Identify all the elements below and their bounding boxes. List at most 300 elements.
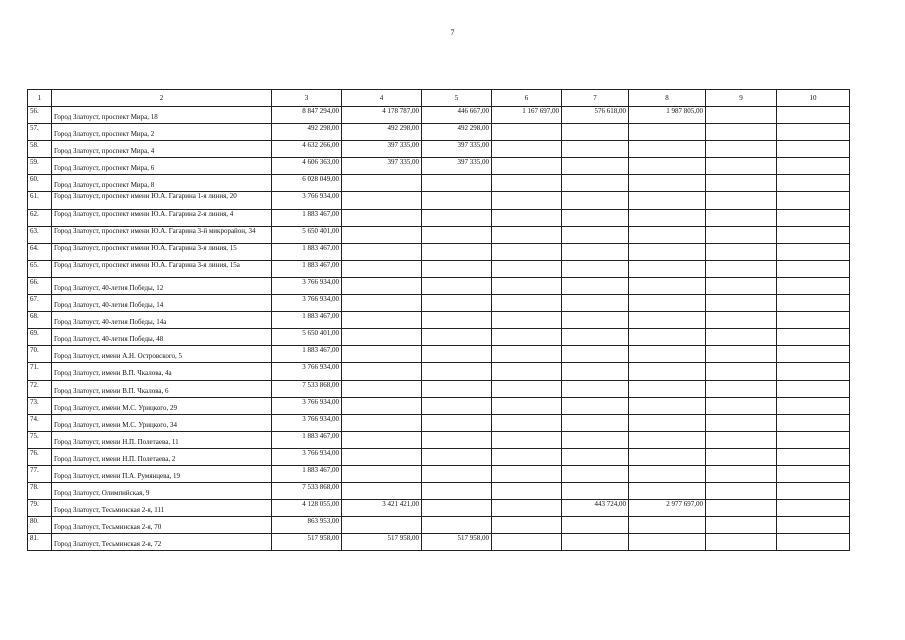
table-row [28, 431, 850, 448]
table-row [28, 500, 850, 517]
value-cell-c8 [629, 124, 706, 141]
table-row [28, 534, 850, 551]
value-cell-c8 [629, 346, 706, 363]
address-cell: Город Златоуст, проспект Мира, 6 [52, 158, 272, 175]
value-cell-c9 [706, 500, 777, 517]
value-cell-c10 [777, 158, 850, 175]
address-cell: Город Златоуст, проспект Мира, 2 [52, 124, 272, 141]
value-cell-c8 [629, 517, 706, 534]
row-number: 59. [28, 158, 52, 175]
row-number: 76. [28, 448, 52, 465]
row-number: 75. [28, 431, 52, 448]
value-cell-c9 [706, 346, 777, 363]
column-header-2: 2 [52, 90, 272, 107]
row-number: 73. [28, 397, 52, 414]
address-cell: Город Златоуст, проспект Мира, 18 [52, 107, 272, 124]
value-cell-c7 [562, 346, 629, 363]
value-cell-c8 [629, 483, 706, 500]
value-cell-c7 [562, 295, 629, 312]
value-cell-c3: 3 766 934,00 [272, 414, 342, 431]
value-cell-c10 [777, 363, 850, 380]
address-cell: Город Златоуст, проспект Мира, 8 [52, 175, 272, 192]
value-cell-c6: 1 167 697,00 [492, 107, 562, 124]
value-cell-c5 [422, 277, 492, 294]
value-cell-c8 [629, 465, 706, 482]
header-row [28, 90, 850, 107]
table-row [28, 329, 850, 346]
value-cell-c9 [706, 295, 777, 312]
address-cell: Город Златоуст, проспект Мира, 4 [52, 141, 272, 158]
address-cell: Город Златоуст, имени Н.П. Полетаева, 2 [52, 448, 272, 465]
value-cell-c9 [706, 277, 777, 294]
value-cell-c5: 446 667,00 [422, 107, 492, 124]
value-cell-c4 [342, 277, 422, 294]
value-cell-c7 [562, 380, 629, 397]
row-number: 74. [28, 414, 52, 431]
column-header-6: 6 [492, 90, 562, 107]
value-cell-c10 [777, 260, 850, 277]
value-cell-c4: 517 958,00 [342, 534, 422, 551]
value-cell-c5 [422, 380, 492, 397]
value-cell-c5: 397 335,00 [422, 141, 492, 158]
table-row [28, 414, 850, 431]
value-cell-c9 [706, 226, 777, 243]
address-cell: Город Златоуст, Тесьминская 2-я, 72 [52, 534, 272, 551]
row-number: 79. [28, 500, 52, 517]
value-cell-c9 [706, 260, 777, 277]
address-cell: Город Златоуст, Тесьминская 2-я, 111 [52, 500, 272, 517]
value-cell-c8 [629, 448, 706, 465]
value-cell-c3: 4 632 266,00 [272, 141, 342, 158]
table-row [28, 295, 850, 312]
value-cell-c6 [492, 175, 562, 192]
value-cell-c9 [706, 192, 777, 209]
value-cell-c3: 1 883 467,00 [272, 209, 342, 226]
value-cell-c8 [629, 380, 706, 397]
value-cell-c3: 492 298,00 [272, 124, 342, 141]
table-row [28, 312, 850, 329]
value-cell-c7 [562, 243, 629, 260]
row-number: 58. [28, 141, 52, 158]
value-cell-c10 [777, 346, 850, 363]
value-cell-c5 [422, 209, 492, 226]
table-row [28, 107, 850, 124]
value-cell-c7 [562, 192, 629, 209]
value-cell-c8 [629, 312, 706, 329]
value-cell-c9 [706, 448, 777, 465]
value-cell-c3: 1 883 467,00 [272, 465, 342, 482]
value-cell-c8 [629, 397, 706, 414]
column-header-5: 5 [422, 90, 492, 107]
value-cell-c4 [342, 295, 422, 312]
value-cell-c3: 6 028 049,00 [272, 175, 342, 192]
row-number: 61. [28, 192, 52, 209]
value-cell-c5 [422, 483, 492, 500]
value-cell-c4: 4 178 787,00 [342, 107, 422, 124]
value-cell-c6 [492, 448, 562, 465]
value-cell-c6 [492, 124, 562, 141]
column-header-3: 3 [272, 90, 342, 107]
address-cell: Город Златоуст, 40-летия Победы, 48 [52, 329, 272, 346]
value-cell-c7 [562, 363, 629, 380]
address-cell: Город Златоуст, проспект имени Ю.А. Гагарина 3-я линия, 15 [52, 243, 272, 260]
row-number: 65. [28, 260, 52, 277]
value-cell-c3: 8 847 294,00 [272, 107, 342, 124]
value-cell-c9 [706, 431, 777, 448]
value-cell-c3: 4 606 363,00 [272, 158, 342, 175]
value-cell-c8: 2 977 697,00 [629, 500, 706, 517]
address-cell: Город Златоуст, 40-летия Победы, 14а [52, 312, 272, 329]
table-row [28, 175, 850, 192]
value-cell-c9 [706, 397, 777, 414]
value-cell-c3: 517 958,00 [272, 534, 342, 551]
address-cell: Город Златоуст, проспект имени Ю.А. Гагарина 1-я линия, 20 [52, 192, 272, 209]
value-cell-c10 [777, 397, 850, 414]
table-row [28, 448, 850, 465]
value-cell-c9 [706, 414, 777, 431]
table-body [28, 107, 850, 551]
address-cell: Город Златоуст, имени В.П. Чкалова, 6 [52, 380, 272, 397]
value-cell-c4 [342, 346, 422, 363]
value-cell-c6 [492, 312, 562, 329]
address-cell: Город Златоуст, Тесьминская 2-я, 70 [52, 517, 272, 534]
value-cell-c4 [342, 329, 422, 346]
table-row [28, 209, 850, 226]
value-cell-c7 [562, 329, 629, 346]
value-cell-c7: 443 724,00 [562, 500, 629, 517]
value-cell-c7 [562, 124, 629, 141]
value-cell-c3: 1 883 467,00 [272, 346, 342, 363]
value-cell-c7 [562, 517, 629, 534]
value-cell-c7 [562, 260, 629, 277]
value-cell-c5 [422, 192, 492, 209]
value-cell-c6 [492, 209, 562, 226]
table-row [28, 226, 850, 243]
row-number: 63. [28, 226, 52, 243]
column-header-7: 7 [562, 90, 629, 107]
page-number: 7 [450, 28, 455, 37]
value-cell-c10 [777, 243, 850, 260]
row-number: 71. [28, 363, 52, 380]
table-row [28, 277, 850, 294]
value-cell-c5 [422, 465, 492, 482]
value-cell-c3: 1 883 467,00 [272, 260, 342, 277]
value-cell-c4 [342, 175, 422, 192]
value-cell-c5 [422, 346, 492, 363]
value-cell-c3: 4 128 055,00 [272, 500, 342, 517]
value-cell-c3: 5 650 401,00 [272, 329, 342, 346]
value-cell-c6 [492, 465, 562, 482]
column-header-10: 10 [777, 90, 850, 107]
value-cell-c4 [342, 517, 422, 534]
row-number: 77. [28, 465, 52, 482]
value-cell-c8 [629, 329, 706, 346]
value-cell-c7 [562, 431, 629, 448]
table-row [28, 346, 850, 363]
value-cell-c5 [422, 448, 492, 465]
row-number: 56. [28, 107, 52, 124]
value-cell-c10 [777, 141, 850, 158]
value-cell-c5 [422, 397, 492, 414]
value-cell-c7 [562, 226, 629, 243]
value-cell-c7 [562, 312, 629, 329]
value-cell-c8 [629, 363, 706, 380]
value-cell-c3: 3 766 934,00 [272, 448, 342, 465]
value-cell-c10 [777, 226, 850, 243]
table-row [28, 465, 850, 482]
value-cell-c6 [492, 226, 562, 243]
value-cell-c7 [562, 397, 629, 414]
address-cell: Город Златоуст, Олимпийская, 9 [52, 483, 272, 500]
value-cell-c8 [629, 175, 706, 192]
value-cell-c6 [492, 534, 562, 551]
value-cell-c6 [492, 500, 562, 517]
value-cell-c9 [706, 209, 777, 226]
table-row [28, 192, 850, 209]
value-cell-c6 [492, 277, 562, 294]
column-header-8: 8 [629, 90, 706, 107]
value-cell-c4 [342, 414, 422, 431]
value-cell-c4: 492 298,00 [342, 124, 422, 141]
address-cell: Город Златоуст, 40-летия Победы, 12 [52, 277, 272, 294]
value-cell-c9 [706, 107, 777, 124]
value-cell-c7 [562, 483, 629, 500]
data-table [27, 89, 850, 551]
value-cell-c10 [777, 431, 850, 448]
value-cell-c5: 492 298,00 [422, 124, 492, 141]
value-cell-c4 [342, 243, 422, 260]
address-cell: Город Златоуст, имени Н.П. Полетаева, 11 [52, 431, 272, 448]
value-cell-c5 [422, 329, 492, 346]
value-cell-c10 [777, 192, 850, 209]
table-row [28, 243, 850, 260]
value-cell-c8 [629, 141, 706, 158]
column-header-1: 1 [28, 90, 52, 107]
value-cell-c7 [562, 534, 629, 551]
value-cell-c10 [777, 448, 850, 465]
value-cell-c5 [422, 363, 492, 380]
value-cell-c9 [706, 312, 777, 329]
value-cell-c9 [706, 483, 777, 500]
value-cell-c9 [706, 465, 777, 482]
value-cell-c7 [562, 175, 629, 192]
value-cell-c5 [422, 226, 492, 243]
value-cell-c4 [342, 209, 422, 226]
value-cell-c6 [492, 483, 562, 500]
value-cell-c7: 576 618,00 [562, 107, 629, 124]
value-cell-c4 [342, 431, 422, 448]
value-cell-c4: 397 335,00 [342, 158, 422, 175]
value-cell-c8 [629, 243, 706, 260]
value-cell-c10 [777, 277, 850, 294]
value-cell-c7 [562, 465, 629, 482]
value-cell-c10 [777, 209, 850, 226]
address-cell: Город Златоуст, 40-летия Победы, 14 [52, 295, 272, 312]
value-cell-c9 [706, 534, 777, 551]
value-cell-c3: 3 766 934,00 [272, 192, 342, 209]
row-number: 68. [28, 312, 52, 329]
value-cell-c10 [777, 414, 850, 431]
value-cell-c6 [492, 346, 562, 363]
address-cell: Город Златоуст, проспект имени Ю.А. Гагарина 3-й микрорайон, 34 [52, 226, 272, 243]
row-number: 80. [28, 517, 52, 534]
value-cell-c3: 3 766 934,00 [272, 295, 342, 312]
value-cell-c6 [492, 141, 562, 158]
row-number: 62. [28, 209, 52, 226]
value-cell-c4 [342, 192, 422, 209]
table-row [28, 124, 850, 141]
value-cell-c10 [777, 500, 850, 517]
value-cell-c5 [422, 243, 492, 260]
table-row [28, 380, 850, 397]
value-cell-c3: 1 883 467,00 [272, 312, 342, 329]
table-row [28, 158, 850, 175]
value-cell-c4 [342, 380, 422, 397]
value-cell-c10 [777, 329, 850, 346]
value-cell-c3: 3 766 934,00 [272, 397, 342, 414]
row-number: 66. [28, 277, 52, 294]
value-cell-c10 [777, 175, 850, 192]
value-cell-c7 [562, 414, 629, 431]
table-row [28, 260, 850, 277]
value-cell-c10 [777, 312, 850, 329]
address-cell: Город Златоуст, имени А.Н. Островского, 5 [52, 346, 272, 363]
value-cell-c9 [706, 243, 777, 260]
row-number: 70. [28, 346, 52, 363]
value-cell-c9 [706, 141, 777, 158]
value-cell-c8 [629, 295, 706, 312]
table-row [28, 483, 850, 500]
value-cell-c10 [777, 465, 850, 482]
value-cell-c3: 1 883 467,00 [272, 431, 342, 448]
value-cell-c9 [706, 158, 777, 175]
value-cell-c3: 7 533 868,00 [272, 483, 342, 500]
value-cell-c10 [777, 107, 850, 124]
value-cell-c6 [492, 517, 562, 534]
value-cell-c8 [629, 209, 706, 226]
value-cell-c8 [629, 226, 706, 243]
value-cell-c6 [492, 397, 562, 414]
value-cell-c9 [706, 124, 777, 141]
value-cell-c9 [706, 363, 777, 380]
value-cell-c10 [777, 380, 850, 397]
row-number: 78. [28, 483, 52, 500]
row-number: 67. [28, 295, 52, 312]
value-cell-c7 [562, 277, 629, 294]
table-row [28, 141, 850, 158]
column-header-4: 4 [342, 90, 422, 107]
value-cell-c8 [629, 192, 706, 209]
address-cell: Город Златоуст, проспект имени Ю.А. Гагарина 3-я линия, 15а [52, 260, 272, 277]
value-cell-c5 [422, 295, 492, 312]
value-cell-c7 [562, 448, 629, 465]
row-number: 69. [28, 329, 52, 346]
table-row [28, 363, 850, 380]
value-cell-c3: 1 883 467,00 [272, 243, 342, 260]
value-cell-c5 [422, 431, 492, 448]
value-cell-c6 [492, 363, 562, 380]
value-cell-c8 [629, 260, 706, 277]
value-cell-c3: 863 953,00 [272, 517, 342, 534]
address-cell: Город Златоуст, имени П.А. Румянцева, 19 [52, 465, 272, 482]
address-cell: Город Златоуст, имени М.С. Урицкого, 34 [52, 414, 272, 431]
value-cell-c6 [492, 192, 562, 209]
value-cell-c5 [422, 260, 492, 277]
value-cell-c5: 397 335,00 [422, 158, 492, 175]
value-cell-c6 [492, 260, 562, 277]
value-cell-c10 [777, 534, 850, 551]
value-cell-c5 [422, 500, 492, 517]
value-cell-c4: 397 335,00 [342, 141, 422, 158]
value-cell-c7 [562, 141, 629, 158]
value-cell-c10 [777, 517, 850, 534]
value-cell-c4 [342, 448, 422, 465]
value-cell-c10 [777, 295, 850, 312]
value-cell-c5 [422, 517, 492, 534]
row-number: 60. [28, 175, 52, 192]
value-cell-c9 [706, 329, 777, 346]
value-cell-c6 [492, 414, 562, 431]
value-cell-c5: 517 958,00 [422, 534, 492, 551]
value-cell-c6 [492, 431, 562, 448]
table-row [28, 397, 850, 414]
value-cell-c8 [629, 277, 706, 294]
value-cell-c4 [342, 363, 422, 380]
value-cell-c10 [777, 124, 850, 141]
value-cell-c8 [629, 158, 706, 175]
value-cell-c10 [777, 483, 850, 500]
value-cell-c6 [492, 158, 562, 175]
value-cell-c9 [706, 175, 777, 192]
row-number: 64. [28, 243, 52, 260]
address-cell: Город Златоуст, проспект имени Ю.А. Гагарина 2-я линия, 4 [52, 209, 272, 226]
value-cell-c6 [492, 380, 562, 397]
value-cell-c8 [629, 431, 706, 448]
value-cell-c7 [562, 209, 629, 226]
value-cell-c8 [629, 414, 706, 431]
row-number: 57. [28, 124, 52, 141]
address-cell: Город Златоуст, имени В.П. Чкалова, 4а [52, 363, 272, 380]
value-cell-c3: 5 650 401,00 [272, 226, 342, 243]
table-row [28, 517, 850, 534]
value-cell-c8: 1 987 805,00 [629, 107, 706, 124]
row-number: 72. [28, 380, 52, 397]
value-cell-c4 [342, 312, 422, 329]
value-cell-c7 [562, 158, 629, 175]
value-cell-c4 [342, 397, 422, 414]
value-cell-c3: 3 766 934,00 [272, 363, 342, 380]
value-cell-c5 [422, 414, 492, 431]
value-cell-c4: 3 421 421,00 [342, 500, 422, 517]
value-cell-c6 [492, 243, 562, 260]
value-cell-c6 [492, 329, 562, 346]
value-cell-c6 [492, 295, 562, 312]
value-cell-c9 [706, 517, 777, 534]
value-cell-c3: 7 533 868,00 [272, 380, 342, 397]
value-cell-c3: 3 766 934,00 [272, 277, 342, 294]
value-cell-c8 [629, 534, 706, 551]
value-cell-c4 [342, 226, 422, 243]
value-cell-c5 [422, 312, 492, 329]
value-cell-c4 [342, 483, 422, 500]
value-cell-c4 [342, 260, 422, 277]
address-cell: Город Златоуст, имени М.С. Урицкого, 29 [52, 397, 272, 414]
column-header-9: 9 [706, 90, 777, 107]
value-cell-c5 [422, 175, 492, 192]
value-cell-c4 [342, 465, 422, 482]
row-number: 81. [28, 534, 52, 551]
value-cell-c9 [706, 380, 777, 397]
